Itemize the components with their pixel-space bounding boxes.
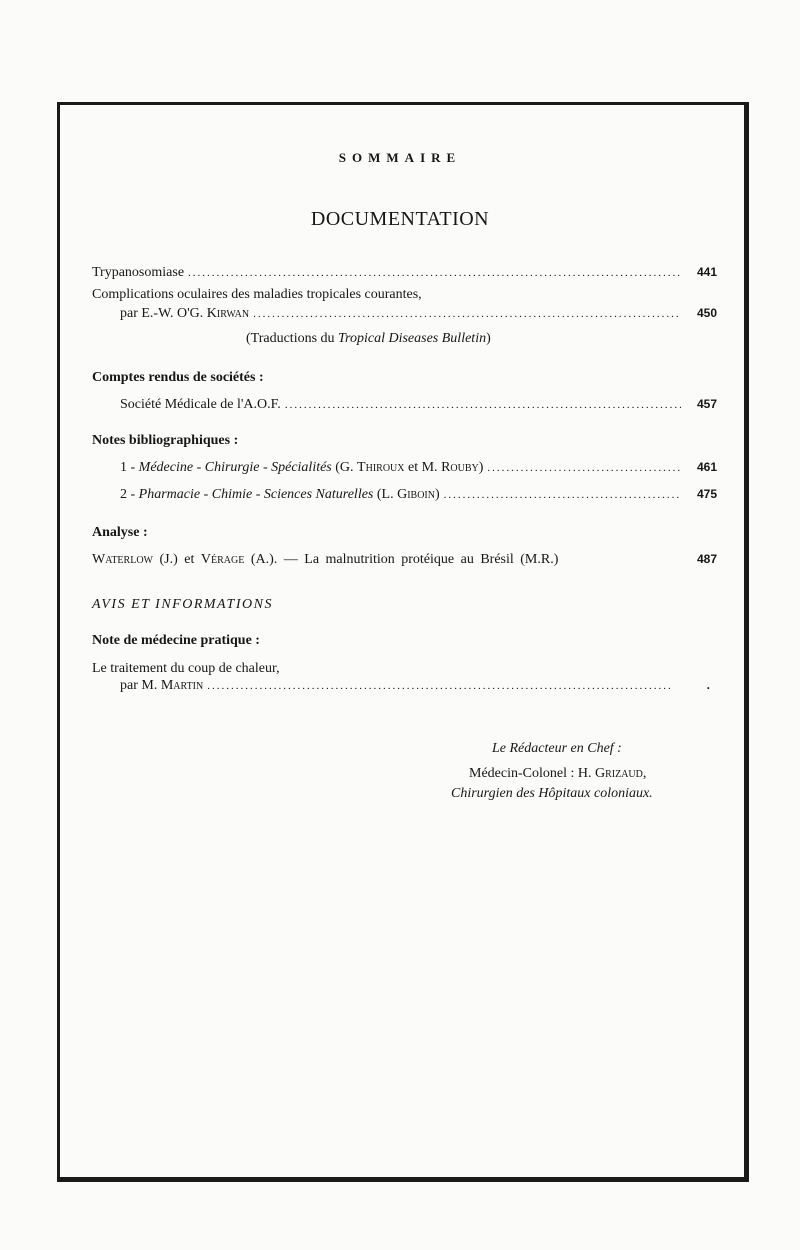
page-number: 487	[696, 552, 717, 566]
page-number: 441	[696, 265, 717, 279]
toc-entry-medecine[interactable]	[120, 460, 717, 476]
entry-title: 1 - Médecine - Chirurgie - Spécialités (G. Thiroux et M. Rouby)	[120, 460, 484, 475]
entry-title: Trypanosomiase	[92, 265, 185, 280]
toc-entry-malnutrition[interactable]	[92, 552, 717, 568]
entry-author-line: par E.-W. O'G. Kirwan	[120, 306, 250, 321]
redacteur-name: Médecin-Colonel : H. Grizaud,	[469, 766, 647, 781]
documentation-title: DOCUMENTATION	[310, 208, 490, 230]
dot-leader	[487, 462, 681, 474]
dot-leader	[253, 308, 681, 320]
translations-note: (Traductions du Tropical Diseases Bulletin)	[246, 331, 491, 346]
dot-leader	[207, 680, 672, 692]
page-number: 475	[696, 487, 717, 501]
notes-bibliographiques-heading: Notes bibliographiques :	[92, 433, 239, 448]
entry-title: Waterlow (J.) et Vérage (A.). — La malnutrition protéique au Brésil (M.R.)	[92, 552, 559, 567]
page-number: .	[706, 678, 710, 692]
page-number: 461	[696, 460, 717, 474]
dot-leader	[444, 489, 681, 501]
toc-entry-complications[interactable]	[120, 306, 717, 322]
note-medecine-heading: Note de médecine pratique :	[92, 633, 260, 648]
toc-entry-trypanosomiase[interactable]	[92, 265, 717, 281]
toc-entry-coup-chaleur-line1: Le traitement du coup de chaleur,	[92, 661, 280, 676]
page-number: 457	[696, 397, 717, 411]
entry-title: 2 - Pharmacie - Chimie - Sciences Naturelles (L. Giboin)	[120, 487, 440, 502]
analyse-heading: Analyse :	[92, 525, 148, 540]
sommaire-heading: SOMMAIRE	[338, 150, 462, 165]
toc-entry-societe-medicale[interactable]	[120, 397, 717, 413]
toc-entry-pharmacie[interactable]	[120, 487, 717, 503]
redacteur-title: Chirurgien des Hôpitaux coloniaux.	[451, 786, 653, 801]
page-number: 450	[696, 306, 717, 320]
toc-entry-complications-line1: Complications oculaires des maladies tropicales courantes,	[92, 287, 422, 302]
dot-leader	[285, 399, 681, 411]
comptes-rendus-heading: Comptes rendus de sociétés :	[92, 370, 264, 385]
entry-author-line: par M. Martin	[120, 678, 204, 693]
redacteur-label: Le Rédacteur en Chef :	[492, 741, 622, 756]
entry-title: Société Médicale de l'A.O.F.	[120, 397, 281, 412]
toc-entry-coup-chaleur[interactable]	[120, 678, 710, 694]
avis-informations-heading: AVIS ET INFORMATIONS	[92, 597, 273, 612]
dot-leader	[188, 267, 681, 279]
